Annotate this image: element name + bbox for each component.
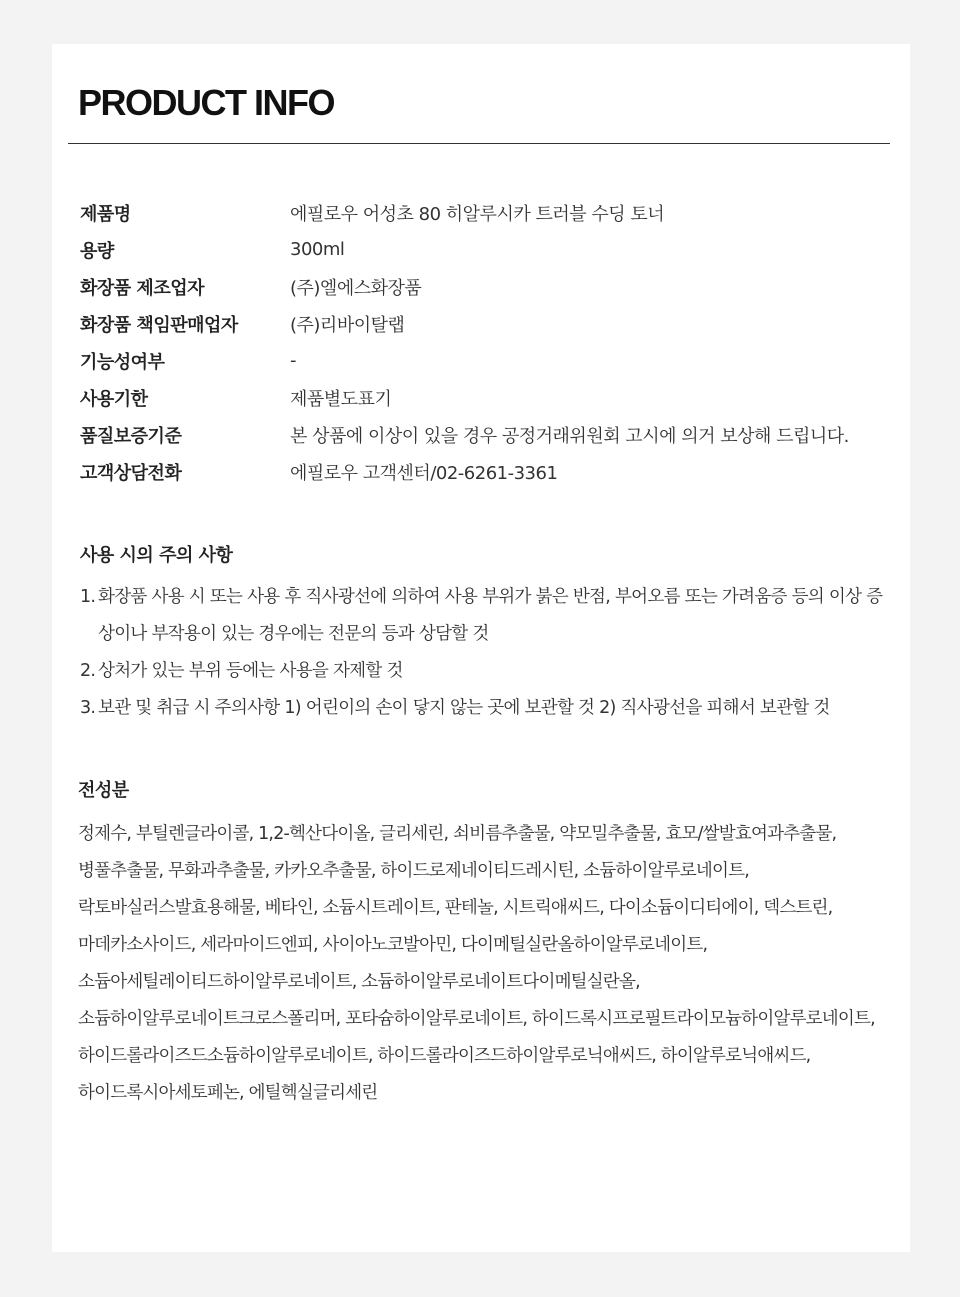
info-row-functional (80, 342, 880, 379)
product-info-card (52, 44, 910, 1252)
list-item-text: 화장품 사용 시 또는 사용 후 직사광선에 의하여 사용 부위가 붉은 반점, 부어오름 또는 가려움증 등의 이상 증상이나 부작용이 있는 경우에는 전문의 등과 상담할 것 (98, 587, 883, 644)
info-value: 에필로우 어성초 80 히알루시카 트러블 수딩 토너 (290, 203, 665, 225)
precautions-title: 사용 시의 주의 사항 (80, 545, 233, 566)
info-label: 제품명 (80, 203, 131, 225)
info-value: 본 상품에 이상이 있을 경우 공정거래위원회 고시에 의거 보상해 드립니다. (290, 425, 849, 447)
info-label: 화장품 제조업자 (80, 277, 204, 299)
product-info-table (80, 194, 880, 490)
list-item-text: 보관 및 취급 시 주의사항 1) 어린이의 손이 닿지 않는 곳에 보관할 것 2) 직사광선을 피해서 보관할 것 (98, 698, 830, 718)
info-row-quality-guarantee (80, 416, 880, 453)
info-value: (주)리바이탈랩 (290, 314, 405, 336)
info-label: 용량 (80, 240, 114, 262)
info-label: 사용기한 (80, 388, 148, 410)
info-row-distributor (80, 305, 880, 342)
precautions-list (80, 579, 890, 727)
info-value: (주)엘에스화장품 (290, 277, 422, 299)
list-item-number: 1. (80, 587, 96, 607)
info-row-product-name (80, 194, 880, 231)
info-value: - (290, 350, 296, 371)
info-value: 에필로우 고객센터/02-6261-3361 (290, 462, 558, 484)
list-item (80, 690, 890, 727)
info-label: 품질보증기준 (80, 425, 182, 447)
info-row-expiry (80, 379, 880, 416)
info-value: 제품별도표기 (290, 388, 392, 410)
ingredients-title: 전성분 (78, 780, 129, 801)
ingredients-text: 정제수, 부틸렌글라이콜, 1,2-헥산다이올, 글리세린, 쇠비름추출물, 약모밀추출물, 효모/쌀발효여과추출물, 병풀추출물, 무화과추출물, 카카오추출물, 하이드로제네이티드레시틴, 소듐하이알루로네이트, 락토바실러스발효용해물, 베타인, 소듐시트레이트, 판테놀, 시트릭애씨드, 다이소듐이디티에이, 덱스트린, 마데카소사이드, 세라마이드엔피, 사이아노코발아민, 다이메틸실란올하이알루로네이트, 소듐아세틸레이티드하이알루로네이트, 소듐하이알루로네이트다이메틸실란올, 소듐하이알루로네이트크로스폴리머, 포타슘하이알루로네이트, 하이드록시프로필트라이모늄하이알루로네이트, 하이드롤라이즈드소듐하이알루로네이트, 하이드롤라이즈드하이알루로닉애씨드, 하이알루로닉애씨드, 하이드록시아세토페논, 에틸헥실글리세린 (78, 824, 875, 1103)
title-divider (68, 143, 890, 144)
list-item-number: 3. (80, 698, 96, 718)
info-row-volume (80, 231, 880, 268)
list-item (80, 579, 890, 653)
info-row-customer-service (80, 453, 880, 490)
info-value: 300ml (290, 239, 345, 260)
list-item-text: 상처가 있는 부위 등에는 사용을 자제할 것 (98, 661, 403, 681)
list-item-number: 2. (80, 661, 96, 681)
info-label: 기능성여부 (80, 351, 165, 373)
list-item (80, 653, 890, 690)
info-row-manufacturer (80, 268, 880, 305)
info-label: 고객상담전화 (80, 462, 182, 484)
page-title: PRODUCT INFO (78, 82, 334, 123)
info-label: 화장품 책임판매업자 (80, 314, 238, 336)
